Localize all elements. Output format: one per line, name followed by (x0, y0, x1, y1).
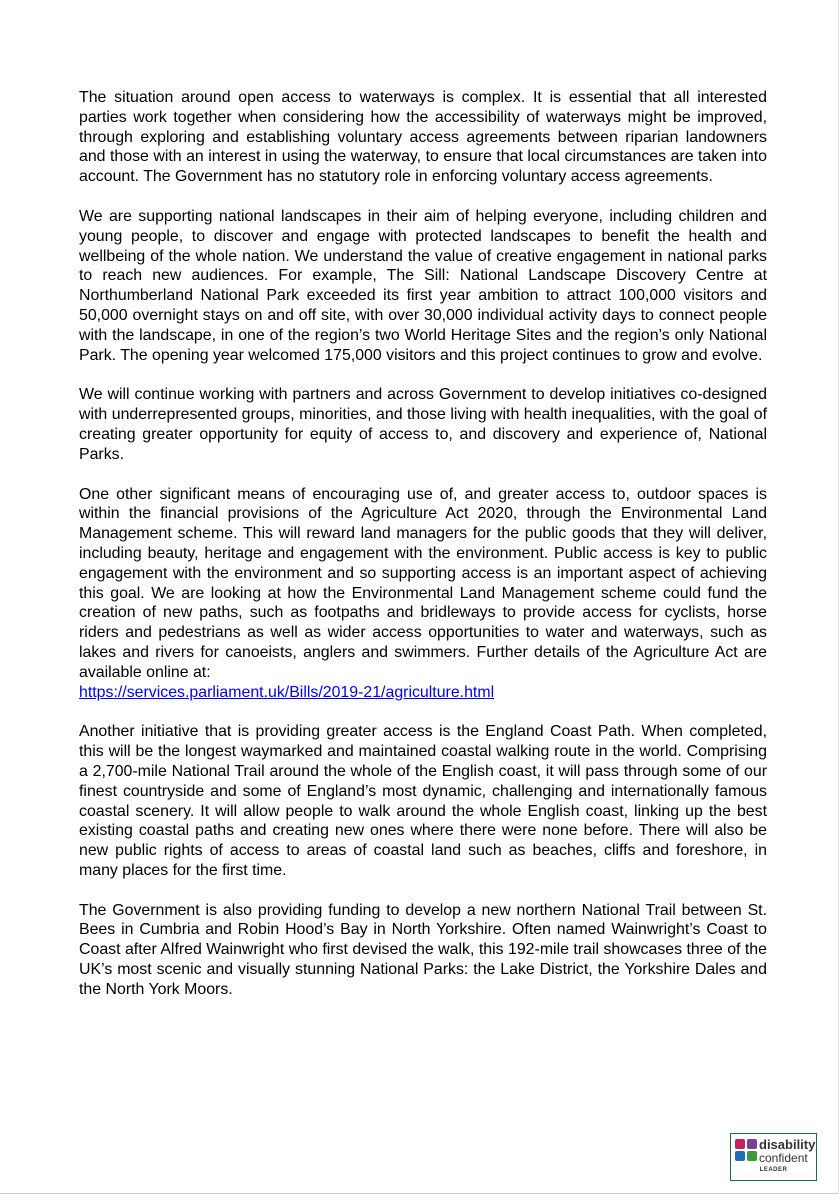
logo-squares-icon (735, 1139, 757, 1161)
logo-text-confident: confident (759, 1151, 808, 1165)
paragraph-england-coast-path: Another initiative that is providing greater access is the England Coast Path. When completed, this will be the longest waymarked and maintained coastal walking route in the world. Comprising a 2,700-mile National Trail around the whole of the English coast, it will pass through some of our finest countryside and some of England’s most dynamic, challenging and internationally famous coastal scenery. It will allow people to walk around the whole English coast, linking up the best existing coastal paths and creating new ones where there were none before. There will also be new public rights of access to areas of coastal land such as beaches, cliffs and foreshore, in many places for the first time. (79, 723, 767, 879)
paragraph-national-landscapes: We are supporting national landscapes in their aim of helping everyone, including children and young people, to discover and engage with protected landscapes to benefit the health and wellbeing of the whole nation. We understand the value of creative engagement in national parks to reach new audiences. For example, The Sill: National Landscape Discovery Centre at Northumberland National Park exceeded its first year ambition to attract 100,000 visitors and 50,000 overnight stays on and off site, with over 30,000 individual activity days to connect people with the landscape, in one of the region’s two World Heritage Sites and the region’s only National Park. The opening year welcomed 175,000 visitors and this project continues to grow and evolve. (79, 207, 767, 364)
logo-text-disability: disability (759, 1137, 816, 1152)
agriculture-act-link[interactable]: https://services.parliament.uk/Bills/2019-21/agriculture.html (79, 683, 495, 701)
paragraph-northern-trail: The Government is also providing funding to develop a new northern National Trail between St. Bees in Cumbria and Robin Hood’s Bay in North Yorkshire. Often named Wainwright’s Coast to Coast after Alfred Wainwright who first devised the walk, this 192-mile trail showcases three of the UK’s most scenic and visually stunning National Parks: the Lake District, the Yorkshire Dales and the North York Moors. (79, 901, 767, 998)
paragraph-partners: We will continue working with partners and across Government to develop initiatives co-designed with underrepresented groups, minorities, and those living with health inequalities, with the goal of creating greater opportunity for equity of access to, and discovery and experience of, National Parks. (79, 386, 767, 463)
document-body (79, 88, 767, 1020)
paragraph-waterways: The situation around open access to waterways is complex. It is essential that all interested parties work together when considering how the accessibility of waterways might be improved, through exploring and establishing voluntary access agreements between riparian landowners and those with an interest in using the waterway, to ensure that local circumstances are taken into account. The Government has no statutory role in enforcing voluntary access agreements. (79, 89, 767, 186)
logo-text-leader: LEADER (759, 1167, 788, 1173)
paragraph-agriculture-act (79, 485, 767, 703)
disability-confident-logo (730, 1133, 817, 1181)
agriculture-text: One other significant means of encouraging use of, and greater access to, outdoor spaces is within the financial provisions of the Agriculture Act 2020, through the Environmental Land Management scheme. This will reward land managers for the public goods that they will deliver, including beauty, heritage and engagement with the environment. Public access is key to public engagement with the environment and so supporting access is an important aspect of achieving this goal. We are looking at how the Environmental Land Management scheme could fund the creation of new paths, such as footpaths and bridleways to provide access for cyclists, horse riders and pedestrians as well as wider access opportunities to water and waterways, such as lakes and rivers for canoeists, anglers and swimmers. Further details of the Agriculture Act are available online at: (79, 485, 767, 681)
